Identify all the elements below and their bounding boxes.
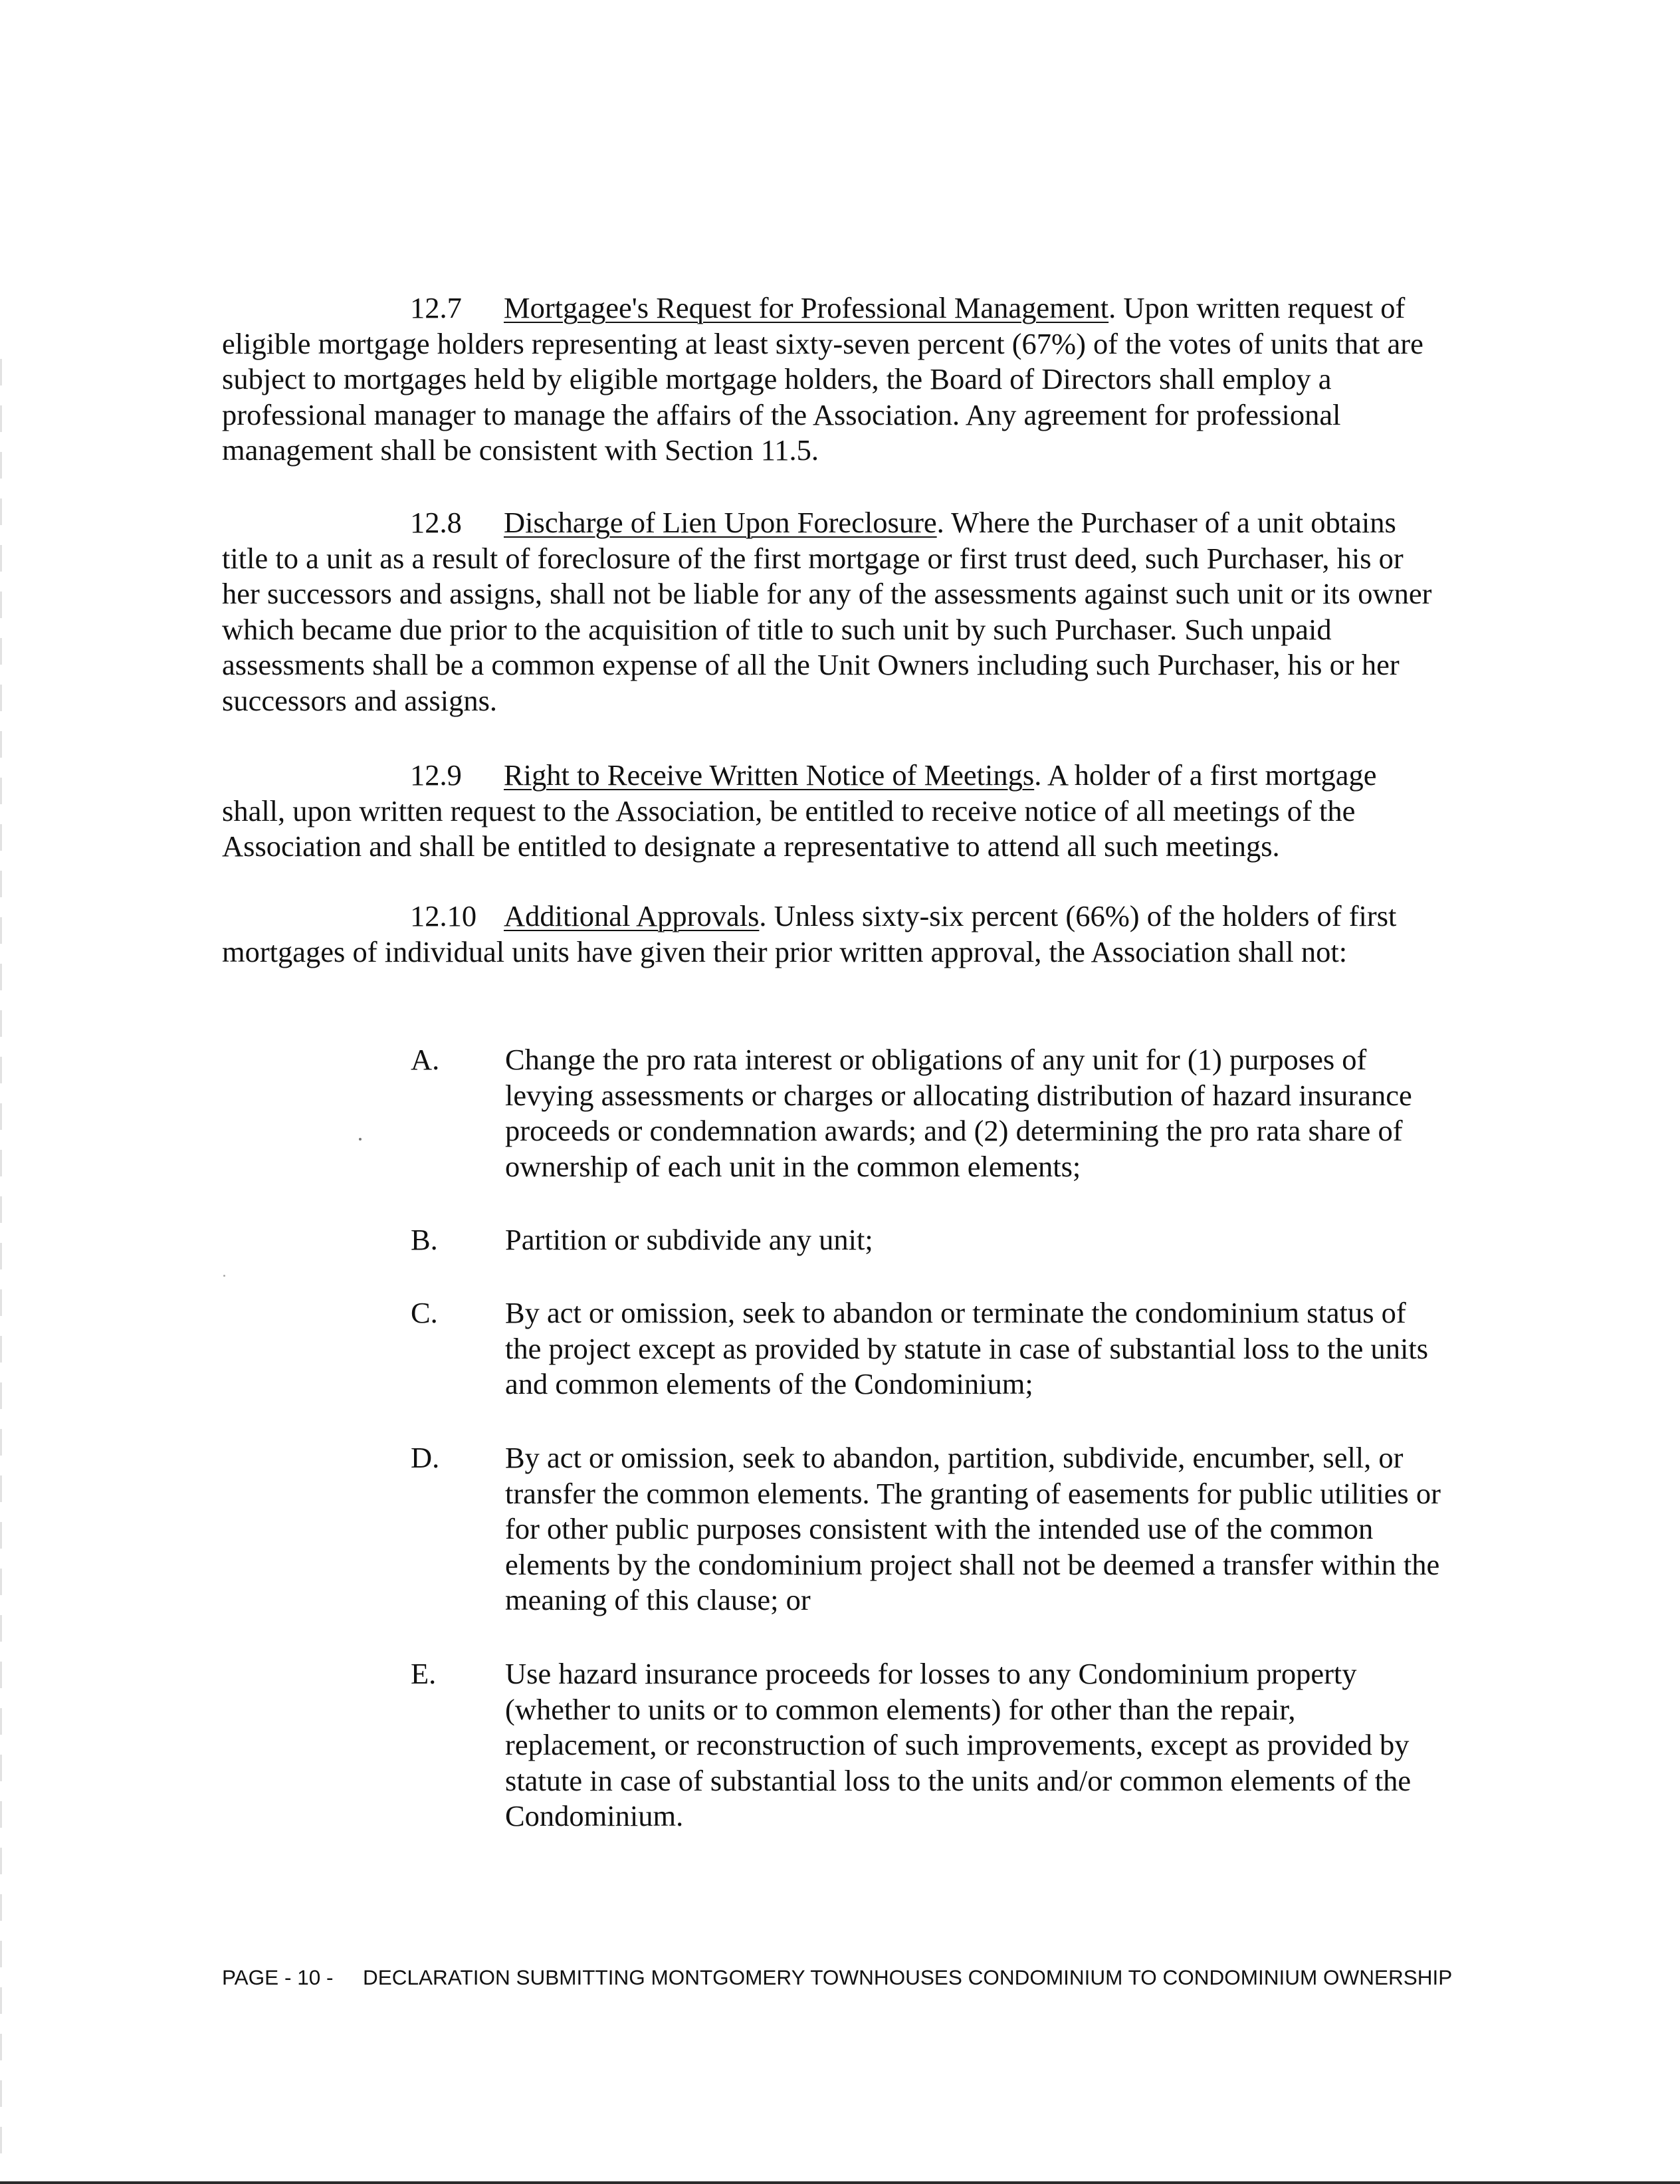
item-text: By act or omission, seek to abandon or terminate the condominium status of the project except as provided by statute in case of substantial loss to the units and common elements of the Condominium; [505, 1296, 1429, 1400]
page-footer [222, 1965, 1458, 1990]
section-heading: Discharge of Lien Upon Foreclosure [504, 506, 937, 539]
item-text: Change the pro rata interest or obligations of any unit for (1) purposes of levying assessments or charges or allocating distribution of hazard insurance proceeds or condemnation awards; and (2) determining the pro rata share of ownership of each unit in the common elements; [505, 1043, 1412, 1183]
list-item-e [411, 1656, 1447, 1834]
scan-edge-artifact [0, 359, 2, 2153]
page-number-label: PAGE - 10 - [222, 1965, 334, 1989]
list-item-d [411, 1440, 1447, 1618]
section-12-10 [222, 899, 1438, 970]
section-number: 12.9 [410, 758, 462, 792]
section-body: . Upon written request of eligible mortgage holders representing at least sixty-seven percent (67%) of the votes of units that are subject to mortgages held by eligible mortgage holders, the Board of Directors shall employ a professional manager to manage the affairs of the Association. Any agreement for professional management shall be consistent with Section 11.5. [222, 291, 1423, 467]
section-heading: Mortgagee's Request for Professional Management [504, 291, 1109, 324]
section-body: . Where the Purchaser of a unit obtains title to a unit as a result of foreclosure of the first mortgage or first trust deed, such Purchaser, his or her successors and assigns, shall not be liable for any of the assessments against such unit or its owner which became due prior to the acquisition of title to such unit by such Purchaser. Such unpaid assessments shall be a common expense of all the Unit Owners including such Purchaser, his or her successors and assigns. [222, 506, 1432, 717]
scan-speck [359, 1138, 362, 1141]
item-letter: D. [411, 1441, 440, 1474]
item-text: Partition or subdivide any unit; [505, 1223, 873, 1256]
section-12-8 [222, 505, 1438, 718]
list-item-a [411, 1042, 1447, 1184]
document-title: DECLARATION SUBMITTING MONTGOMERY TOWNHOUSES CONDOMINIUM TO CONDOMINIUM OWNERSHIP [363, 1965, 1453, 1989]
item-letter: E. [411, 1657, 437, 1690]
scan-bottom-edge [0, 2181, 1680, 2184]
item-text: Use hazard insurance proceeds for losses to any Condominium property (whether to units or to common elements) for other than the repair, replacement, or reconstruction of such improvements, except as provided by statute in case of substantial loss to the units and/or common elements of the Condominium. [505, 1657, 1412, 1832]
section-body: . Unless sixty-six percent (66%) of the holders of first mortgages of individual units have given their prior written approval, the Association shall not: [222, 899, 1397, 968]
section-12-7 [222, 290, 1438, 469]
section-heading: Additional Approvals [504, 899, 760, 932]
list-item-b [411, 1222, 1447, 1258]
item-text: By act or omission, seek to abandon, partition, subdivide, encumber, sell, or transfer the common elements. The granting of easements for public utilities or for other public purposes consistent with the intended use of the common elements by the condominium project shall not be deemed a transfer within the meaning of this clause; or [505, 1441, 1441, 1616]
item-letter: C. [411, 1296, 438, 1329]
item-letter: B. [411, 1223, 438, 1256]
list-item-c [411, 1295, 1447, 1402]
section-12-9 [222, 758, 1438, 865]
section-number: 12.7 [410, 291, 462, 324]
section-number: 12.10 [410, 899, 477, 932]
section-heading: Right to Receive Written Notice of Meetings [504, 758, 1035, 792]
item-letter: A. [411, 1043, 440, 1076]
section-body: . A holder of a first mortgage shall, upon written request to the Association, be entitled to receive notice of all meetings of the Association and shall be entitled to designate a representative to attend all such meetings. [222, 758, 1377, 863]
section-number: 12.8 [410, 506, 462, 539]
scan-speck [223, 1275, 225, 1277]
